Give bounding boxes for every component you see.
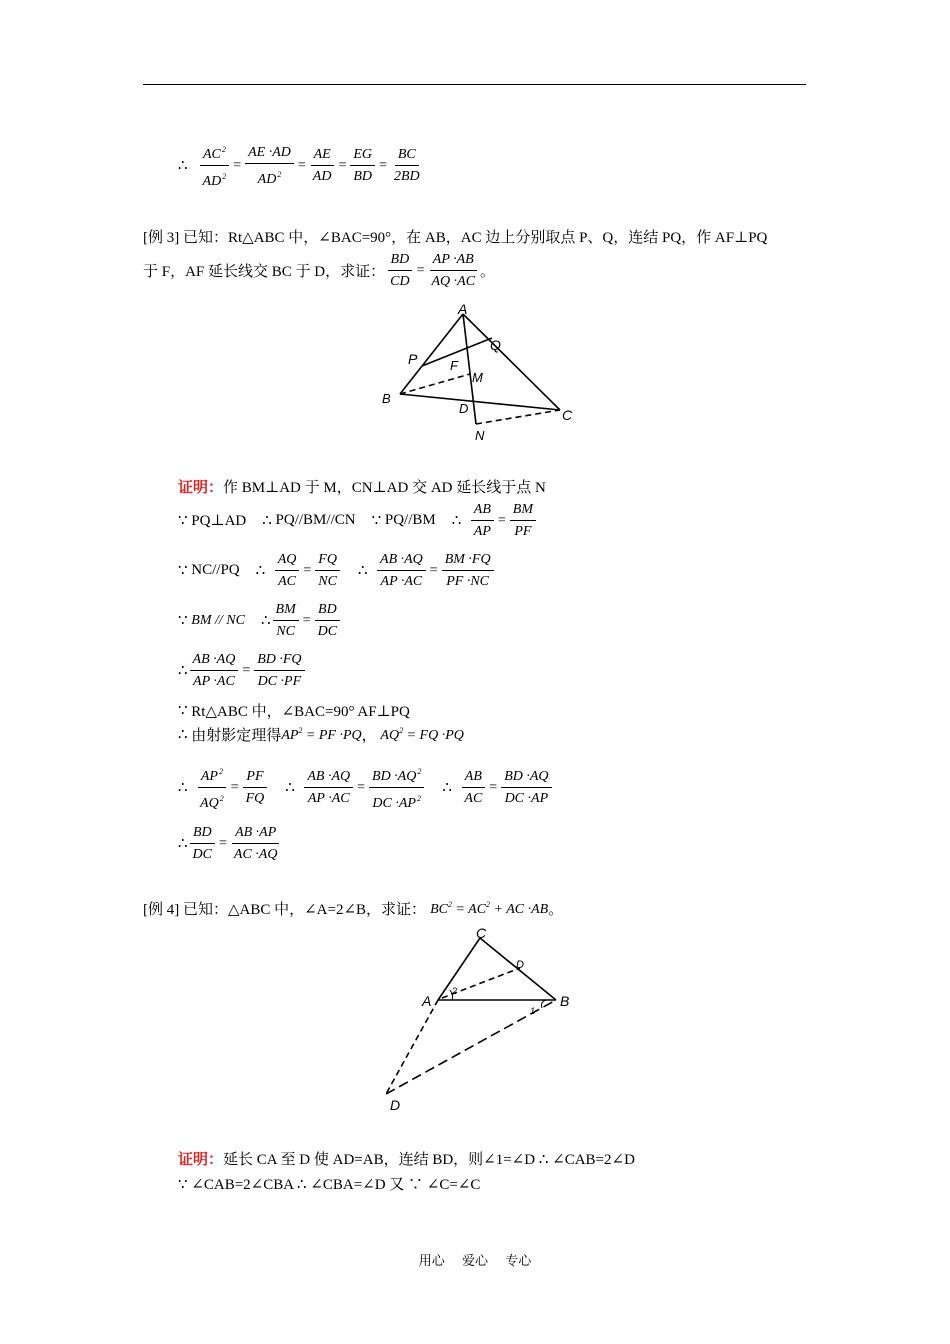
svg-text:C: C	[562, 407, 573, 423]
fraction: $\frac{AE}{AD}$	[310, 145, 335, 186]
svg-text:P: P	[408, 351, 418, 367]
proof-label: 证明：	[178, 480, 224, 496]
svg-text:D: D	[516, 959, 524, 971]
therefore-symbol: ∴	[178, 158, 188, 174]
example3-proof-intro: 证明： 作 BM⊥AD 于 M，CN⊥AD 交 AD 延长线于点 N	[178, 476, 546, 497]
proof-step-1: ∵ PQ⊥AD ∴ PQ//BM//CN ∵ PQ//BM ∴ $\frac{AB}{AP}$ = $\frac{BM}{PF}$	[178, 500, 538, 541]
fraction: $\frac{AC^2}{AD^2}$	[200, 140, 230, 191]
svg-text:D: D	[459, 401, 469, 416]
svg-text:A: A	[458, 301, 468, 317]
fraction: $\frac{EG}{BD}$	[350, 145, 375, 186]
svg-text:Q: Q	[490, 337, 501, 353]
proof-step-3: ∵ BM // NC ∴ $\frac{BM}{NC}$ = $\frac{BD}{DC}$	[178, 600, 342, 641]
svg-text:1: 1	[530, 1006, 536, 1016]
example4-figure	[370, 920, 590, 1120]
example3-figure	[370, 300, 590, 450]
fraction: $\frac{BC}{2BD}$	[393, 147, 420, 184]
example4-proof-line2: ∵ ∠CAB=2∠CBA ∴ ∠CBA=∠D 又 ∵ ∠C=∠C	[178, 1177, 481, 1193]
proof-step-7: ∴ $\frac{AP^2}{AQ^2}$ = $\frac{PF}{FQ}$ ∴ $\frac{AB \cdot AQ}{AP \cdot AC}$ = $\frac{BD \cdot AQ^2}{DC \cdot AP^2}$ ∴ $\frac{AB}{AC}$ = $\frac{BD \cdot AQ}{DC \cdot AP}$	[178, 762, 554, 813]
svg-text:2: 2	[452, 986, 458, 996]
page-footer: 用心 爱心 专心	[418, 1253, 532, 1268]
svg-text:D: D	[390, 1097, 401, 1113]
proof-label: 证明：	[178, 1152, 224, 1168]
proof-step-6: ∴ 由射影定理得 $AP^2$ = PF ·PQ ， $AQ^2$ = FQ ·PQ	[178, 725, 464, 744]
example3-statement-line1: [例 3] 已知：Rt△ABC 中，∠BAC=90°，在 AB，AC 边上分别取点 P、Q，连结 PQ，作 AF⊥PQ	[143, 230, 768, 246]
svg-text:C: C	[476, 925, 487, 941]
svg-text:B: B	[382, 391, 391, 406]
example4-statement: [例 4] 已知：△ABC 中，∠A=2∠B，求证： $BC^2 = AC^2$ + AC ·AB 。	[143, 899, 564, 918]
proof-step-2: ∵ NC//PQ ∴ $\frac{AQ}{AC}$ = $\frac{FQ}{NC}$ ∴ $\frac{AB \cdot AQ}{AP \cdot AC}$ = $\frac{BM \cdot FQ}{PF \cdot NC}$	[178, 550, 496, 591]
example4-proof-line1: 证明： 延长 CA 至 D 使 AD=AB，连结 BD，则∠1=∠D ∴ ∠CAB=2∠D	[178, 1148, 635, 1169]
header-rule	[143, 84, 806, 85]
fraction: $\frac{AE \cdot AD}{AD^2}$	[245, 143, 294, 189]
example3-statement-line2: 于 F，AF 延长线交 BC 于 D，求证： $\frac{BD}{CD}$ = $\frac{AP \cdot AB}{AQ \cdot AC}$ 。	[143, 252, 496, 289]
top-equation: ∴ $\frac{AC^2}{AD^2}$ = $\frac{AE \cdot AD}{AD^2}$ = $\frac{AE}{AD}$ = $\frac{EG}{BD}$ = $\frac{BC}{2BD}$	[178, 140, 425, 191]
svg-text:M: M	[472, 370, 483, 385]
svg-text:N: N	[475, 428, 485, 443]
svg-text:A: A	[422, 993, 432, 1009]
proof-step-5: ∵ Rt△ABC 中，∠BAC=90° AF⊥PQ	[178, 703, 410, 720]
proof-step-8: ∴ $\frac{BD}{DC}$ = $\frac{AB \cdot AP}{AC \cdot AQ}$	[178, 825, 278, 862]
proof-step-4: ∴ $\frac{AB \cdot AQ}{AP \cdot AC}$ = $\frac{BD \cdot FQ}{DC \cdot PF}$	[178, 650, 307, 691]
svg-text:B: B	[560, 993, 570, 1009]
svg-text:F: F	[450, 358, 458, 373]
